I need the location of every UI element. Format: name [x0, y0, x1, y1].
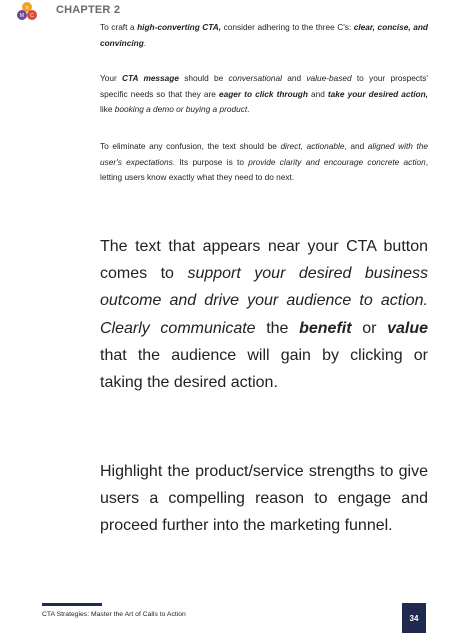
italic-text: value-based [306, 73, 352, 83]
brand-logo-icon [16, 2, 38, 20]
text: consider adhering to the three C's: [221, 22, 354, 32]
italic-text: conversational [228, 73, 282, 83]
footer-divider [42, 603, 102, 606]
emphasis: eager to click through [218, 88, 308, 99]
page-number-badge [402, 603, 426, 633]
logo-letter-c: C [30, 13, 34, 19]
text: that the audience will gain by clicking or taking the desired action. [100, 346, 428, 392]
text: Your [100, 73, 123, 83]
text: the [255, 319, 300, 337]
paragraph-eliminate-confusion [100, 139, 428, 186]
text: To eliminate any confusion, the text should be [100, 141, 281, 151]
text: . [247, 104, 250, 115]
page-number: 34 [409, 613, 419, 623]
text: like [100, 104, 115, 115]
text: and [281, 73, 307, 83]
text: . Its purpose is to [172, 156, 249, 167]
paragraph-three-cs [100, 20, 428, 51]
emphasis: clear, concise, and convincing [100, 22, 428, 48]
italic-text: booking a demo or buying a product [114, 104, 248, 115]
text: and [307, 88, 328, 99]
italic-text: aligned with the user's expectations [100, 141, 428, 167]
text: To craft a [100, 22, 138, 32]
text: , and [344, 141, 368, 151]
text: The text that appears near your CTA button comes to [100, 238, 428, 283]
paragraph-cta-message [100, 71, 428, 118]
logo-letter-m: M [19, 13, 25, 19]
callout-cta-text [100, 233, 428, 396]
text: , letting users know exactly what they need to do next. [100, 156, 429, 183]
chapter-heading: CHAPTER 2 [56, 4, 121, 16]
emphasis: take your desired action, [327, 88, 428, 99]
text: . [143, 37, 147, 48]
italic-text: provide clarity and encourage concrete action [248, 156, 426, 167]
logo-letter-s: s [25, 5, 29, 11]
text: should be [178, 73, 229, 83]
emphasis: benefit [299, 319, 352, 337]
footer-title: CTA Strategies: Master the Art of Calls to Action [42, 611, 186, 618]
emphasis: high-converting CTA, [137, 22, 222, 32]
text: to your prospects' specific needs so that they are [100, 73, 429, 99]
italic-text: support your desired business outcome and drive your audience to action. Clearly communicate [100, 265, 429, 337]
callout-product-strengths: Highlight the product/service strengths to give users a compelling reason to engage and proceed further into the marketing funnel. [100, 463, 428, 535]
emphasis: value [387, 319, 428, 337]
emphasis: CTA message [122, 73, 179, 83]
text: or [351, 319, 388, 337]
italic-text: direct, actionable [280, 141, 345, 151]
